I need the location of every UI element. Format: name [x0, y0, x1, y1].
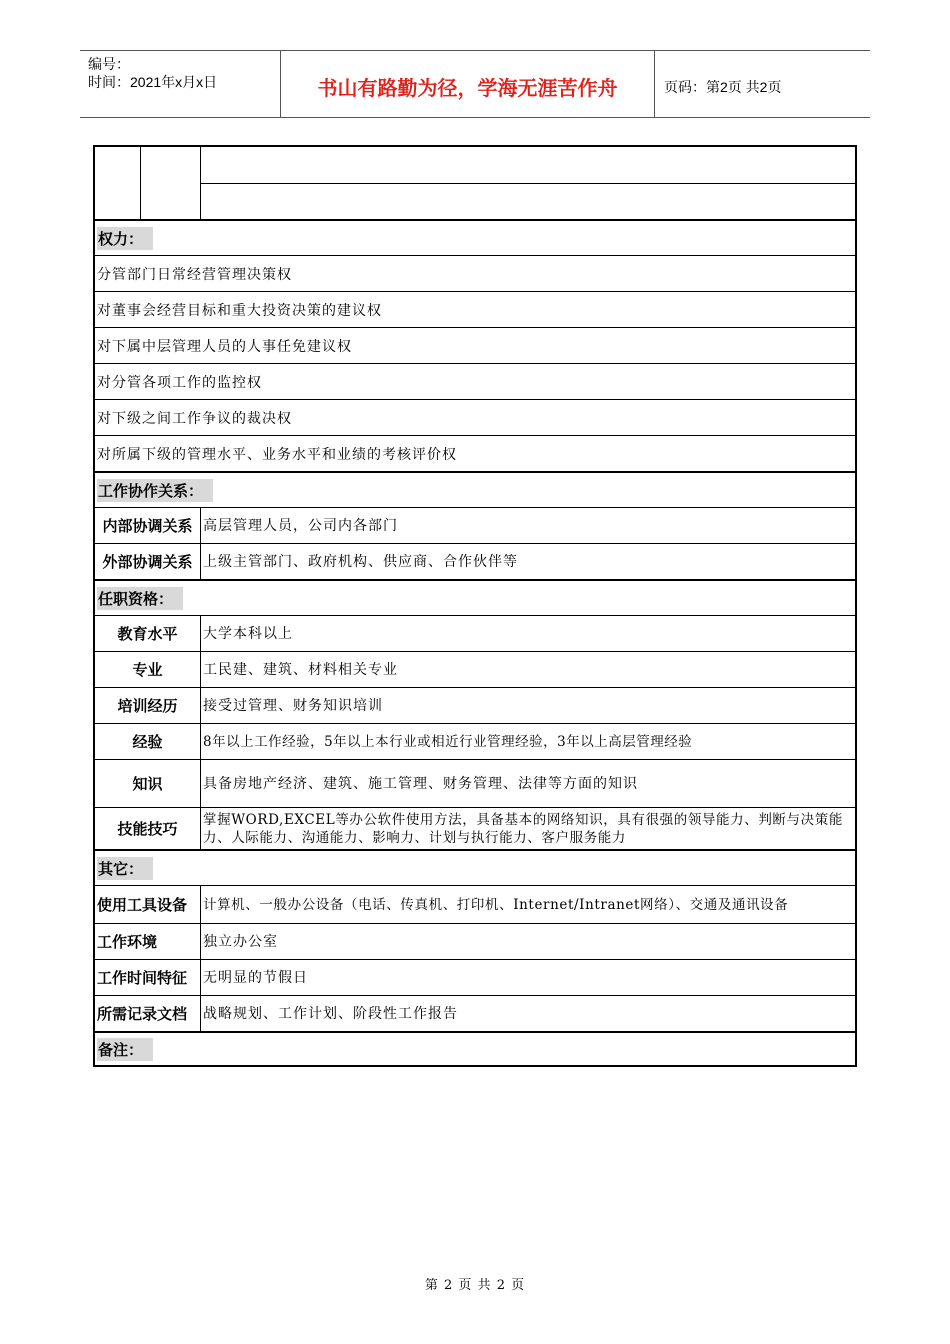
- qualification-row: [95, 723, 855, 759]
- authority-item: [95, 399, 855, 435]
- cooperation-section-header: [95, 471, 855, 507]
- row-label: 使用工具设备: [95, 886, 201, 923]
- row-value: 掌握WORD,EXCEL等办公软件使用方法，具备基本的网络知识，具有很强的领导能力、判断与决策能力、人际能力、沟通能力、影响力、计划与执行能力、客户服务能力: [203, 811, 843, 846]
- row-value: 计算机、一般办公设备（电话、传真机、打印机、Internet/Intranet网络）、交通及通讯设备: [203, 896, 789, 913]
- row-label: 工作时间特征: [95, 960, 201, 995]
- row-label: 教育水平: [95, 616, 201, 651]
- qualification-row: [95, 759, 855, 807]
- row-label: 外部协调关系: [95, 544, 201, 579]
- other-title: 其它：: [97, 857, 153, 880]
- row-label: 经验: [95, 724, 201, 759]
- blank-row-block: [95, 147, 855, 219]
- authority-item: [95, 435, 855, 471]
- qualification-row: [95, 615, 855, 651]
- cooperation-title: 工作协作关系：: [97, 479, 213, 502]
- qualification-row: [95, 687, 855, 723]
- other-row: [95, 923, 855, 959]
- remarks-section-header: [95, 1031, 855, 1065]
- row-value: 接受过管理、财务知识培训: [203, 697, 383, 714]
- cooperation-row: [95, 507, 855, 543]
- header-meta: [88, 55, 217, 91]
- row-label: 培训经历: [95, 688, 201, 723]
- blank-cell: [141, 147, 201, 219]
- row-value: 8年以上工作经验，5年以上本行业或相近行业管理经验，3年以上高层管理经验: [203, 733, 693, 750]
- qualification-title: 任职资格：: [97, 587, 183, 610]
- row-label: 所需记录文档: [95, 996, 201, 1031]
- qualification-section-header: [95, 579, 855, 615]
- row-label: 内部协调关系: [95, 508, 201, 543]
- blank-cell: [95, 147, 141, 219]
- cooperation-row: [95, 543, 855, 579]
- authority-title: 权力：: [97, 227, 153, 250]
- authority-item: [95, 363, 855, 399]
- row-value: 工民建、建筑、材料相关专业: [203, 661, 398, 678]
- page-header: [80, 50, 870, 118]
- authority-item-text: 对下级之间工作争议的裁决权: [97, 410, 292, 427]
- page-footer: 第 2 页 共 2 页: [424, 1278, 526, 1293]
- authority-item-text: 对所属下级的管理水平、业务水平和业绩的考核评价权: [97, 446, 457, 463]
- authority-item-text: 分管部门日常经营管理决策权: [97, 266, 292, 283]
- other-row: [95, 959, 855, 995]
- document-number-label: 编号：: [88, 56, 130, 72]
- other-row: [95, 995, 855, 1031]
- header-divider: [654, 51, 655, 117]
- row-value: 独立办公室: [203, 933, 278, 950]
- row-value: 具备房地产经济、建筑、施工管理、财务管理、法律等方面的知识: [203, 775, 638, 792]
- authority-item-text: 对分管各项工作的监控权: [97, 374, 262, 391]
- qualification-row: [95, 651, 855, 687]
- header-page-info: 页码：第2页 共2页: [664, 79, 782, 95]
- authority-item-text: 对董事会经营目标和重大投资决策的建议权: [97, 302, 382, 319]
- row-value: 上级主管部门、政府机构、供应商、合作伙伴等: [203, 553, 518, 570]
- authority-item-text: 对下属中层管理人员的人事任免建议权: [97, 338, 352, 355]
- authority-item: [95, 255, 855, 291]
- row-label: 知识: [95, 760, 201, 807]
- header-motto: 书山有路勤为径，学海无涯苦作舟: [317, 76, 618, 100]
- qualification-row: [95, 807, 855, 849]
- other-section-header: [95, 849, 855, 885]
- row-label: 专业: [95, 652, 201, 687]
- row-label: 技能技巧: [95, 808, 201, 849]
- document-time-label: 时间：2021年x月x日: [88, 74, 218, 90]
- other-row: [95, 885, 855, 923]
- row-value: 战略规划、工作计划、阶段性工作报告: [203, 1005, 458, 1022]
- authority-item: [95, 327, 855, 363]
- blank-row-divider: [201, 183, 855, 184]
- job-description-table: [93, 145, 857, 1067]
- authority-section-header: [95, 219, 855, 255]
- authority-item: [95, 291, 855, 327]
- row-value: 高层管理人员，公司内各部门: [203, 517, 398, 534]
- row-value: 大学本科以上: [203, 625, 293, 642]
- row-value: 无明显的节假日: [203, 969, 308, 986]
- row-label: 工作环境: [95, 924, 201, 959]
- remarks-title: 备注：: [97, 1038, 153, 1061]
